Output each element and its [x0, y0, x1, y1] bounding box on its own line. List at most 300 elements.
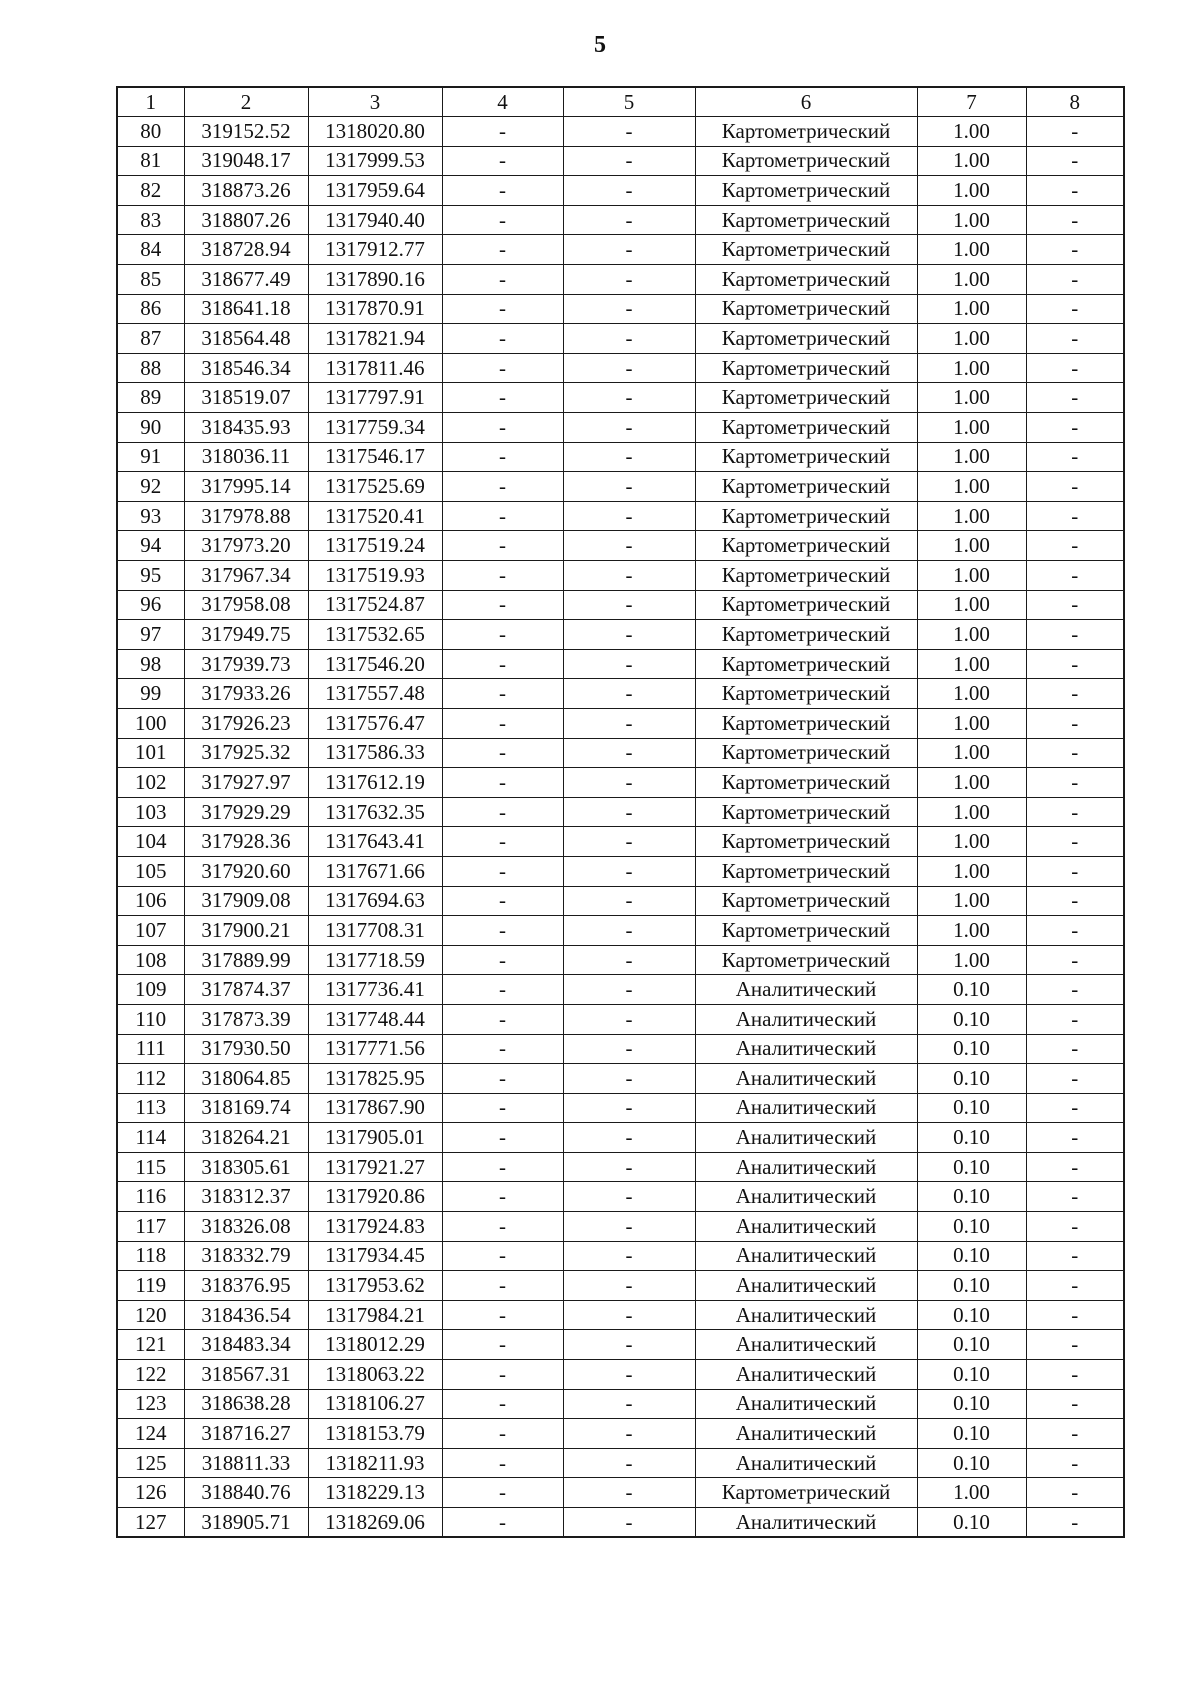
cell-method: Картометрический	[695, 797, 917, 827]
cell-coord-y: 1317612.19	[308, 768, 442, 798]
cell-coord-x: 319152.52	[184, 117, 308, 147]
cell-coord-x: 318564.48	[184, 324, 308, 354]
cell-col-8: -	[1026, 472, 1124, 502]
cell-coord-x: 318546.34	[184, 353, 308, 383]
cell-coord-y: 1317912.77	[308, 235, 442, 265]
cell-col-8: -	[1026, 1034, 1124, 1064]
cell-accuracy: 1.00	[917, 531, 1026, 561]
cell-coord-y: 1317921.27	[308, 1152, 442, 1182]
cell-method: Картометрический	[695, 561, 917, 591]
cell-accuracy: 0.10	[917, 1182, 1026, 1212]
cell-method: Картометрический	[695, 916, 917, 946]
cell-coord-y: 1317576.47	[308, 708, 442, 738]
cell-coord-y: 1317811.46	[308, 353, 442, 383]
cell-coord-y: 1317546.17	[308, 442, 442, 472]
table-row	[117, 649, 1124, 679]
cell-coord-x: 318811.33	[184, 1448, 308, 1478]
table-row	[117, 886, 1124, 916]
cell-accuracy: 0.10	[917, 1300, 1026, 1330]
cell-accuracy: 0.10	[917, 1123, 1026, 1153]
cell-col-5: -	[563, 945, 695, 975]
cell-accuracy: 1.00	[917, 738, 1026, 768]
cell-coord-x: 317958.08	[184, 590, 308, 620]
cell-col-8: -	[1026, 442, 1124, 472]
cell-coord-y: 1317867.90	[308, 1093, 442, 1123]
cell-point-number: 92	[117, 472, 184, 502]
cell-col-5: -	[563, 294, 695, 324]
table-row	[117, 472, 1124, 502]
cell-method: Аналитический	[695, 1212, 917, 1242]
cell-method: Картометрический	[695, 945, 917, 975]
cell-coord-y: 1318020.80	[308, 117, 442, 147]
cell-col-4: -	[442, 590, 563, 620]
cell-col-4: -	[442, 1123, 563, 1153]
table-row	[117, 620, 1124, 650]
cell-point-number: 81	[117, 146, 184, 176]
cell-accuracy: 1.00	[917, 708, 1026, 738]
cell-col-4: -	[442, 531, 563, 561]
table-row	[117, 708, 1124, 738]
cell-col-5: -	[563, 1389, 695, 1419]
cell-col-8: -	[1026, 413, 1124, 443]
cell-accuracy: 0.10	[917, 1508, 1026, 1538]
table-row	[117, 383, 1124, 413]
cell-accuracy: 1.00	[917, 353, 1026, 383]
cell-coord-y: 1318106.27	[308, 1389, 442, 1419]
cell-coord-y: 1317520.41	[308, 501, 442, 531]
cell-coord-x: 318036.11	[184, 442, 308, 472]
cell-col-5: -	[563, 708, 695, 738]
cell-col-4: -	[442, 472, 563, 502]
cell-method: Картометрический	[695, 620, 917, 650]
cell-col-8: -	[1026, 1004, 1124, 1034]
cell-col-5: -	[563, 1212, 695, 1242]
cell-method: Аналитический	[695, 1419, 917, 1449]
cell-method: Картометрический	[695, 501, 917, 531]
cell-col-4: -	[442, 353, 563, 383]
cell-point-number: 89	[117, 383, 184, 413]
cell-point-number: 97	[117, 620, 184, 650]
cell-point-number: 99	[117, 679, 184, 709]
cell-coord-y: 1318229.13	[308, 1478, 442, 1508]
table-row	[117, 1093, 1124, 1123]
cell-col-8: -	[1026, 1448, 1124, 1478]
table-row	[117, 561, 1124, 591]
cell-col-8: -	[1026, 1152, 1124, 1182]
table-row	[117, 975, 1124, 1005]
cell-col-5: -	[563, 1330, 695, 1360]
cell-col-5: -	[563, 590, 695, 620]
cell-col-4: -	[442, 886, 563, 916]
cell-coord-y: 1318153.79	[308, 1419, 442, 1449]
table-header-row	[117, 87, 1124, 117]
cell-point-number: 85	[117, 265, 184, 295]
table-row	[117, 1419, 1124, 1449]
cell-point-number: 125	[117, 1448, 184, 1478]
cell-coord-x: 318677.49	[184, 265, 308, 295]
cell-col-4: -	[442, 916, 563, 946]
cell-col-8: -	[1026, 531, 1124, 561]
cell-col-4: -	[442, 324, 563, 354]
coordinates-table	[116, 86, 1125, 1538]
table-row	[117, 1004, 1124, 1034]
cell-method: Картометрический	[695, 738, 917, 768]
cell-method: Аналитический	[695, 1300, 917, 1330]
cell-method: Аналитический	[695, 1448, 917, 1478]
cell-accuracy: 0.10	[917, 1004, 1026, 1034]
cell-col-4: -	[442, 1182, 563, 1212]
cell-col-4: -	[442, 945, 563, 975]
cell-coord-x: 318638.28	[184, 1389, 308, 1419]
cell-col-4: -	[442, 975, 563, 1005]
cell-method: Картометрический	[695, 235, 917, 265]
cell-coord-y: 1317532.65	[308, 620, 442, 650]
cell-point-number: 93	[117, 501, 184, 531]
cell-col-5: -	[563, 916, 695, 946]
cell-point-number: 86	[117, 294, 184, 324]
cell-coord-x: 318332.79	[184, 1241, 308, 1271]
cell-method: Картометрический	[695, 176, 917, 206]
cell-accuracy: 1.00	[917, 886, 1026, 916]
cell-method: Аналитический	[695, 1241, 917, 1271]
cell-coord-y: 1317694.63	[308, 886, 442, 916]
table-row	[117, 1182, 1124, 1212]
cell-coord-y: 1317940.40	[308, 205, 442, 235]
cell-coord-x: 318376.95	[184, 1271, 308, 1301]
cell-accuracy: 1.00	[917, 176, 1026, 206]
cell-coord-x: 317925.32	[184, 738, 308, 768]
cell-col-8: -	[1026, 590, 1124, 620]
cell-col-8: -	[1026, 620, 1124, 650]
cell-method: Картометрический	[695, 413, 917, 443]
cell-col-8: -	[1026, 827, 1124, 857]
cell-col-5: -	[563, 1448, 695, 1478]
cell-method: Картометрический	[695, 590, 917, 620]
cell-col-4: -	[442, 205, 563, 235]
cell-coord-x: 317967.34	[184, 561, 308, 591]
cell-point-number: 104	[117, 827, 184, 857]
cell-coord-x: 318064.85	[184, 1064, 308, 1094]
cell-accuracy: 1.00	[917, 679, 1026, 709]
cell-col-8: -	[1026, 945, 1124, 975]
table-row	[117, 945, 1124, 975]
cell-col-4: -	[442, 1389, 563, 1419]
cell-col-5: -	[563, 1360, 695, 1390]
cell-point-number: 114	[117, 1123, 184, 1153]
cell-accuracy: 1.00	[917, 265, 1026, 295]
cell-accuracy: 1.00	[917, 945, 1026, 975]
cell-point-number: 88	[117, 353, 184, 383]
cell-method: Аналитический	[695, 1004, 917, 1034]
cell-coord-y: 1317632.35	[308, 797, 442, 827]
cell-col-8: -	[1026, 1389, 1124, 1419]
cell-col-4: -	[442, 1064, 563, 1094]
table-row	[117, 205, 1124, 235]
cell-col-8: -	[1026, 1064, 1124, 1094]
cell-coord-x: 318641.18	[184, 294, 308, 324]
cell-coord-x: 317889.99	[184, 945, 308, 975]
cell-method: Картометрический	[695, 827, 917, 857]
cell-point-number: 121	[117, 1330, 184, 1360]
cell-method: Картометрический	[695, 708, 917, 738]
cell-col-8: -	[1026, 856, 1124, 886]
cell-point-number: 123	[117, 1389, 184, 1419]
cell-method: Картометрический	[695, 649, 917, 679]
cell-coord-x: 317933.26	[184, 679, 308, 709]
cell-coord-y: 1318211.93	[308, 1448, 442, 1478]
cell-col-4: -	[442, 1419, 563, 1449]
cell-coord-x: 317973.20	[184, 531, 308, 561]
cell-coord-y: 1317546.20	[308, 649, 442, 679]
table-row	[117, 413, 1124, 443]
cell-method: Аналитический	[695, 1389, 917, 1419]
cell-coord-x: 318567.31	[184, 1360, 308, 1390]
cell-coord-y: 1317905.01	[308, 1123, 442, 1153]
cell-col-5: -	[563, 768, 695, 798]
cell-accuracy: 0.10	[917, 975, 1026, 1005]
cell-accuracy: 1.00	[917, 1478, 1026, 1508]
cell-point-number: 115	[117, 1152, 184, 1182]
cell-point-number: 84	[117, 235, 184, 265]
table-row	[117, 235, 1124, 265]
cell-col-8: -	[1026, 1419, 1124, 1449]
cell-col-5: -	[563, 235, 695, 265]
cell-coord-x: 318169.74	[184, 1093, 308, 1123]
table-row	[117, 117, 1124, 147]
cell-col-5: -	[563, 1419, 695, 1449]
cell-col-8: -	[1026, 324, 1124, 354]
cell-col-4: -	[442, 1241, 563, 1271]
cell-coord-x: 318264.21	[184, 1123, 308, 1153]
cell-accuracy: 1.00	[917, 383, 1026, 413]
cell-point-number: 122	[117, 1360, 184, 1390]
cell-col-4: -	[442, 146, 563, 176]
cell-col-8: -	[1026, 561, 1124, 591]
cell-col-4: -	[442, 235, 563, 265]
cell-coord-x: 318728.94	[184, 235, 308, 265]
cell-accuracy: 1.00	[917, 294, 1026, 324]
cell-col-5: -	[563, 738, 695, 768]
cell-col-8: -	[1026, 1182, 1124, 1212]
cell-col-4: -	[442, 649, 563, 679]
table-row	[117, 265, 1124, 295]
cell-col-5: -	[563, 1004, 695, 1034]
cell-col-4: -	[442, 413, 563, 443]
table-row	[117, 768, 1124, 798]
cell-col-8: -	[1026, 1271, 1124, 1301]
cell-col-4: -	[442, 679, 563, 709]
cell-accuracy: 1.00	[917, 117, 1026, 147]
page-number: 5	[594, 32, 606, 58]
cell-point-number: 103	[117, 797, 184, 827]
cell-coord-y: 1318012.29	[308, 1330, 442, 1360]
cell-col-4: -	[442, 442, 563, 472]
cell-point-number: 91	[117, 442, 184, 472]
cell-col-4: -	[442, 1034, 563, 1064]
cell-coord-x: 317927.97	[184, 768, 308, 798]
cell-point-number: 80	[117, 117, 184, 147]
cell-coord-y: 1317924.83	[308, 1212, 442, 1242]
cell-accuracy: 1.00	[917, 501, 1026, 531]
cell-method: Картометрический	[695, 886, 917, 916]
cell-point-number: 108	[117, 945, 184, 975]
cell-point-number: 116	[117, 1182, 184, 1212]
cell-coord-y: 1317524.87	[308, 590, 442, 620]
cell-col-8: -	[1026, 916, 1124, 946]
cell-method: Аналитический	[695, 1123, 917, 1153]
cell-coord-x: 318807.26	[184, 205, 308, 235]
cell-col-4: -	[442, 1330, 563, 1360]
table-row	[117, 294, 1124, 324]
table-body	[117, 117, 1124, 1538]
cell-col-5: -	[563, 383, 695, 413]
column-header: 6	[695, 87, 917, 117]
cell-coord-y: 1317557.48	[308, 679, 442, 709]
cell-col-4: -	[442, 1004, 563, 1034]
cell-accuracy: 1.00	[917, 472, 1026, 502]
cell-coord-x: 319048.17	[184, 146, 308, 176]
cell-method: Картометрический	[695, 531, 917, 561]
cell-accuracy: 0.10	[917, 1064, 1026, 1094]
cell-point-number: 100	[117, 708, 184, 738]
cell-coord-x: 317939.73	[184, 649, 308, 679]
cell-coord-y: 1317870.91	[308, 294, 442, 324]
cell-col-5: -	[563, 620, 695, 650]
cell-col-4: -	[442, 1152, 563, 1182]
cell-col-5: -	[563, 1093, 695, 1123]
cell-coord-y: 1317920.86	[308, 1182, 442, 1212]
cell-col-4: -	[442, 561, 563, 591]
cell-method: Картометрический	[695, 679, 917, 709]
cell-point-number: 109	[117, 975, 184, 1005]
cell-accuracy: 0.10	[917, 1212, 1026, 1242]
cell-accuracy: 0.10	[917, 1389, 1026, 1419]
cell-point-number: 119	[117, 1271, 184, 1301]
cell-col-8: -	[1026, 176, 1124, 206]
table-row	[117, 1271, 1124, 1301]
cell-coord-x: 318873.26	[184, 176, 308, 206]
cell-coord-y: 1317748.44	[308, 1004, 442, 1034]
table-row	[117, 916, 1124, 946]
cell-col-8: -	[1026, 383, 1124, 413]
cell-accuracy: 1.00	[917, 768, 1026, 798]
cell-col-8: -	[1026, 1360, 1124, 1390]
cell-col-5: -	[563, 531, 695, 561]
cell-point-number: 82	[117, 176, 184, 206]
cell-point-number: 107	[117, 916, 184, 946]
cell-coord-y: 1317953.62	[308, 1271, 442, 1301]
table-row	[117, 1300, 1124, 1330]
cell-coord-y: 1317708.31	[308, 916, 442, 946]
table-row	[117, 1478, 1124, 1508]
cell-col-4: -	[442, 383, 563, 413]
cell-coord-x: 317900.21	[184, 916, 308, 946]
table-row	[117, 738, 1124, 768]
cell-col-8: -	[1026, 797, 1124, 827]
cell-method: Картометрический	[695, 117, 917, 147]
cell-point-number: 126	[117, 1478, 184, 1508]
cell-method: Аналитический	[695, 1152, 917, 1182]
cell-col-5: -	[563, 205, 695, 235]
table-row	[117, 1212, 1124, 1242]
cell-accuracy: 0.10	[917, 1241, 1026, 1271]
cell-coord-y: 1317671.66	[308, 856, 442, 886]
cell-accuracy: 1.00	[917, 797, 1026, 827]
table-row	[117, 1360, 1124, 1390]
cell-col-4: -	[442, 1360, 563, 1390]
cell-coord-x: 317928.36	[184, 827, 308, 857]
table-row	[117, 353, 1124, 383]
cell-method: Картометрический	[695, 324, 917, 354]
table-row	[117, 1064, 1124, 1094]
cell-point-number: 106	[117, 886, 184, 916]
cell-method: Картометрический	[695, 768, 917, 798]
cell-method: Аналитический	[695, 1271, 917, 1301]
cell-accuracy: 0.10	[917, 1360, 1026, 1390]
cell-accuracy: 0.10	[917, 1419, 1026, 1449]
cell-coord-y: 1318269.06	[308, 1508, 442, 1538]
cell-col-5: -	[563, 1182, 695, 1212]
cell-col-4: -	[442, 856, 563, 886]
cell-col-4: -	[442, 294, 563, 324]
cell-coord-x: 318716.27	[184, 1419, 308, 1449]
cell-accuracy: 1.00	[917, 649, 1026, 679]
cell-col-8: -	[1026, 768, 1124, 798]
cell-col-5: -	[563, 265, 695, 295]
cell-col-5: -	[563, 442, 695, 472]
cell-col-5: -	[563, 324, 695, 354]
cell-point-number: 113	[117, 1093, 184, 1123]
cell-point-number: 111	[117, 1034, 184, 1064]
table-row	[117, 501, 1124, 531]
cell-col-4: -	[442, 265, 563, 295]
table-row	[117, 1508, 1124, 1538]
cell-col-5: -	[563, 679, 695, 709]
cell-col-5: -	[563, 1241, 695, 1271]
cell-method: Аналитический	[695, 1330, 917, 1360]
cell-coord-y: 1317736.41	[308, 975, 442, 1005]
cell-accuracy: 1.00	[917, 916, 1026, 946]
column-header: 1	[117, 87, 184, 117]
cell-coord-x: 318326.08	[184, 1212, 308, 1242]
cell-col-5: -	[563, 1152, 695, 1182]
cell-col-8: -	[1026, 1330, 1124, 1360]
cell-col-4: -	[442, 1508, 563, 1538]
cell-coord-y: 1317643.41	[308, 827, 442, 857]
cell-point-number: 102	[117, 768, 184, 798]
cell-point-number: 98	[117, 649, 184, 679]
cell-col-8: -	[1026, 975, 1124, 1005]
table-row	[117, 324, 1124, 354]
cell-method: Аналитический	[695, 1508, 917, 1538]
cell-col-5: -	[563, 827, 695, 857]
cell-coord-x: 317995.14	[184, 472, 308, 502]
cell-point-number: 94	[117, 531, 184, 561]
cell-col-4: -	[442, 708, 563, 738]
cell-method: Картометрический	[695, 353, 917, 383]
cell-col-4: -	[442, 738, 563, 768]
cell-coord-x: 317920.60	[184, 856, 308, 886]
table-row	[117, 1123, 1124, 1153]
cell-point-number: 117	[117, 1212, 184, 1242]
table-row	[117, 679, 1124, 709]
table-row	[117, 176, 1124, 206]
cell-accuracy: 0.10	[917, 1034, 1026, 1064]
cell-col-5: -	[563, 1123, 695, 1153]
cell-method: Аналитический	[695, 1360, 917, 1390]
cell-accuracy: 1.00	[917, 442, 1026, 472]
cell-coord-x: 317909.08	[184, 886, 308, 916]
